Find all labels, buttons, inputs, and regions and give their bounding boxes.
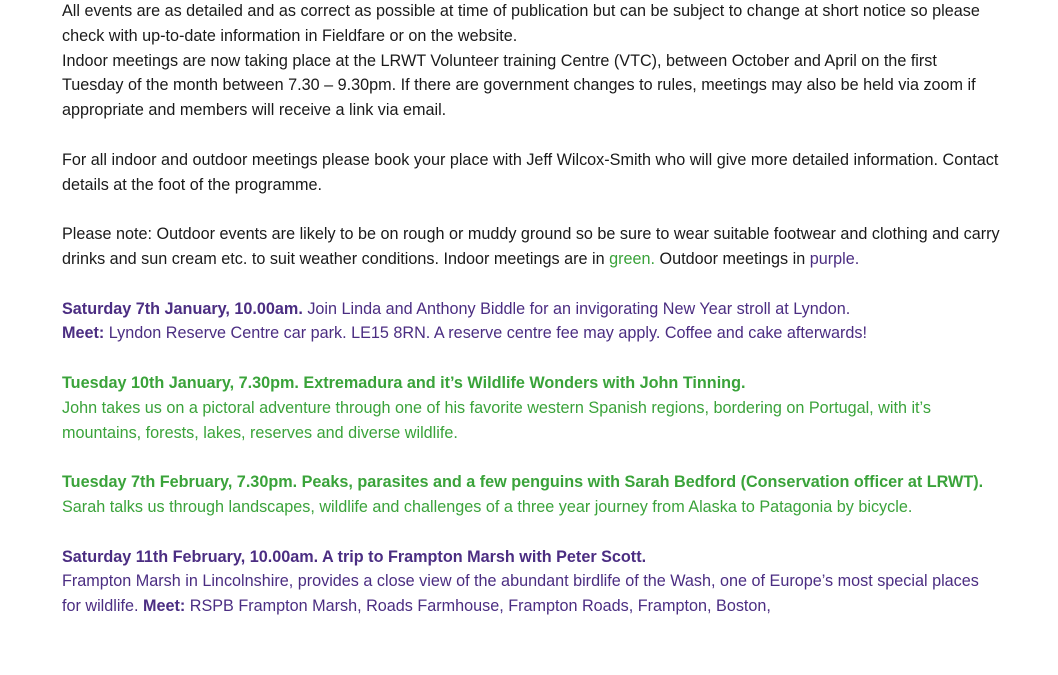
event-text xyxy=(62,297,1002,322)
programme-page xyxy=(62,0,1002,619)
event-heading: Saturday 7th January, 10.00am. xyxy=(62,299,303,318)
intro-paragraph-3: For all indoor and outdoor meetings please book your place with Jeff Wilcox-Smith who will give more detailed information. Contact details at the foot of the programme. xyxy=(62,150,999,194)
event-indoor xyxy=(62,470,1002,520)
event-heading: Saturday 11th February, 10.00am. A trip to Frampton Marsh with Peter Scott. xyxy=(62,547,647,566)
event-indoor xyxy=(62,371,1002,445)
event-description: Frampton Marsh in Lincolnshire, provides a close view of the abundant birdlife of the Wash, one of Europe’s most special places for wildlife. xyxy=(62,572,979,616)
event-description: Join Linda and Anthony Biddle for an invigorating New Year stroll at Lyndon. xyxy=(302,299,851,318)
event-description: Sarah talks us through landscapes, wildlife and challenges of a three year journey from Alaska to Patagonia by bicycle. xyxy=(62,497,913,516)
note-text: Please note: Outdoor events are likely to be on rough or muddy ground so be sure to wear suitable footwear and clothing and carry drinks and sun cream etc. to suit weather conditions. Indoor meetings are in xyxy=(62,225,1000,268)
intro-paragraph-1: All events are as detailed and as correct as possible at time of publication but can be subject to change at short notice so please check with up-to-date information in Fieldfare or on the website. xyxy=(62,2,980,45)
meet-text: RSPB Frampton Marsh, Roads Farmhouse, Frampton Roads, Frampton, Boston, xyxy=(185,597,771,616)
intro-paragraph-2: Indoor meetings are now taking place at the LRWT Volunteer training Centre (VTC), between October and April on the first Tuesday of the month between 7.30 – 9.30pm. If there are government changes to rules, meetings may also be held via zoom if appropriate and members will receive a link via email. xyxy=(62,51,976,120)
event-text xyxy=(62,470,1002,520)
event-heading: Tuesday 10th January, 7.30pm. Extremadura and it’s Wildlife Wonders with John Tinning. xyxy=(62,373,746,392)
meet-label: Meet: xyxy=(142,597,186,616)
meet-label: Meet: xyxy=(62,324,105,343)
event-heading: Tuesday 7th February, 7.30pm. Peaks, parasites and a few penguins with Sarah Bedford (Conservation officer at LRWT). xyxy=(62,473,984,492)
event-outdoor xyxy=(62,297,1002,347)
event-meet xyxy=(62,321,1002,346)
event-description: John takes us on a pictoral adventure through one of his favorite western Spanish regions, bordering on Portugal, with it’s mountains, forests, lakes, reserves and diverse wildlife. xyxy=(62,398,931,442)
meet-text: Lyndon Reserve Centre car park. LE15 8RN. A reserve centre fee may apply. Coffee and cake afterwards! xyxy=(104,324,867,343)
outdoor-color-key: purple. xyxy=(809,249,860,268)
event-text xyxy=(62,569,1002,619)
event-outdoor xyxy=(62,545,1002,619)
note-text-2: Outdoor meetings in xyxy=(654,249,810,268)
intro-paragraph-4 xyxy=(62,222,1002,272)
indoor-color-key: green. xyxy=(609,249,655,268)
